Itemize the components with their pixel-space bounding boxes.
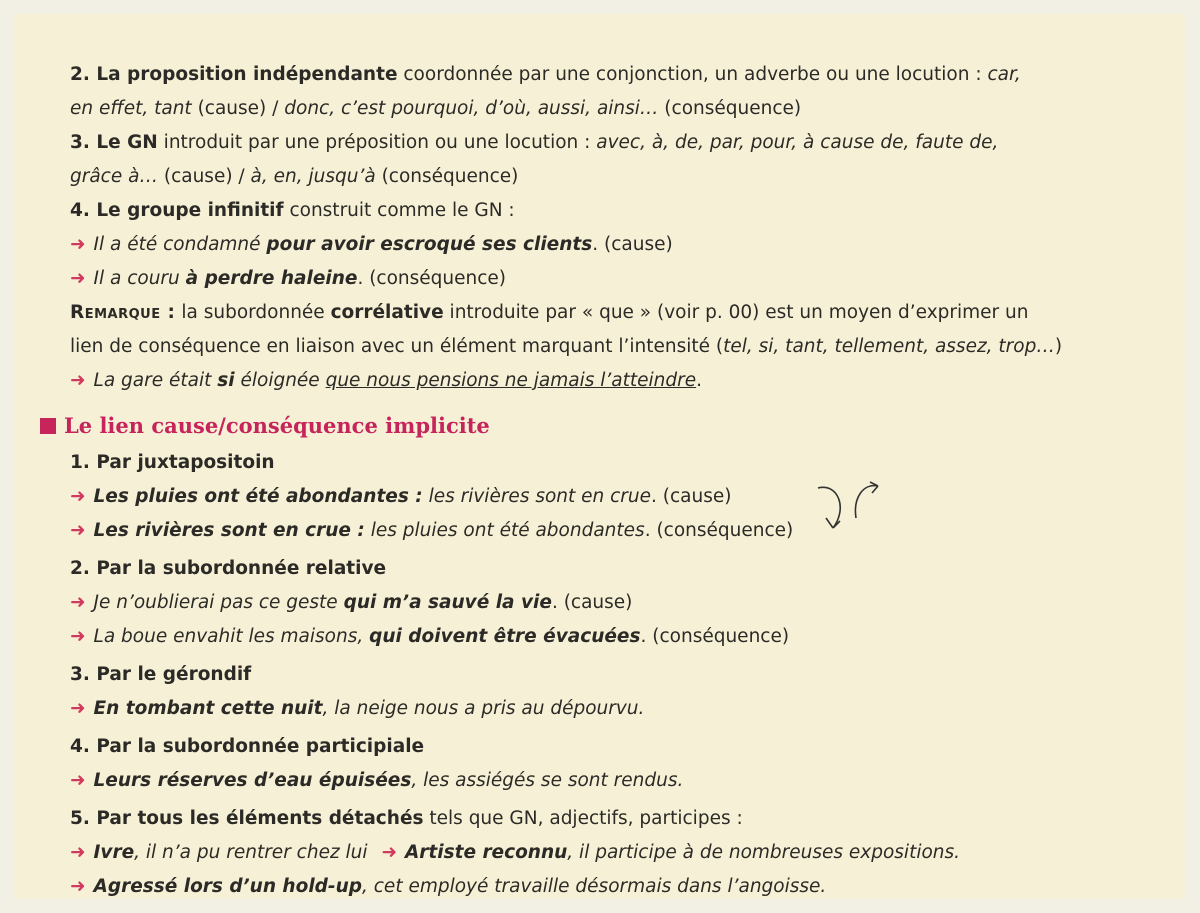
item-2-title: 2. La proposition indépendante (70, 64, 398, 85)
grammar-content (40, 58, 1150, 899)
textbook-page (14, 14, 1186, 899)
item-2-line-1: 2. La proposition indépendante coordonnée par une conjonction, un adverbe ou une locution : car, (70, 64, 1021, 85)
item-4-example-2: ➜ Il a couru à perdre haleine. (conséquence) (40, 262, 1150, 296)
juxtaposition-example-2: ➜ Les rivières sont en crue : les pluies ont été abondantes. (conséquence) (40, 514, 1150, 548)
remarque-line-1: Remarque : la subordonnée corrélative introduite par « que » (voir p. 00) est un moyen d’exprimer un (70, 302, 1029, 323)
item-4-example-1: ➜ Il a été condamné pour avoir escroqué ses clients. (cause) (40, 228, 1150, 262)
remarque-example: ➜ La gare était si éloignée que nous pensions ne jamais l’atteindre. (40, 364, 1150, 398)
gerondif-example: ➜ En tombant cette nuit, la neige nous a pris au dépourvu. (40, 692, 1150, 726)
item-3-line-1: 3. Le GN introduit par une préposition ou une locution : avec, à, de, par, pour, à cause de, faute de, (70, 132, 999, 153)
arrow-icon: ➜ (70, 592, 86, 613)
arrow-icon: ➜ (70, 770, 86, 791)
arrow-icon: ➜ (70, 268, 86, 289)
detaches-example-1: ➜ Ivre, il n’a pu rentrer chez lui ➜ Artiste reconnu, il participe à de nombreuses expositions. (40, 836, 1150, 870)
item-3-line-2: grâce à… (cause) / à, en, jusqu’à (conséquence) (70, 166, 519, 187)
relative-example-1: ➜ Je n’oublierai pas ce geste qui m’a sauvé la vie. (cause) (40, 586, 1150, 620)
detaches-example-2: ➜ Agressé lors d’un hold-up, cet employé travaille désormais dans l’angoisse. (40, 870, 1150, 899)
item-4-line-1: 4. Le groupe infinitif construit comme le GN : (70, 200, 515, 221)
detaches-title: 5. Par tous les éléments détachés tels que GN, adjectifs, participes : (70, 808, 743, 829)
arrow-icon: ➜ (70, 370, 86, 391)
arrow-icon: ➜ (70, 520, 86, 541)
item-3-title: 3. Le GN (70, 132, 158, 153)
arrow-icon: ➜ (70, 876, 86, 897)
arrow-icon: ➜ (70, 698, 86, 719)
relative-example-2: ➜ La boue envahit les maisons, qui doivent être évacuées. (conséquence) (40, 620, 1150, 654)
section-heading: Le lien cause/conséquence implicite (40, 406, 1150, 446)
item-2-line-2: en effet, tant (cause) / donc, c’est pourquoi, d’où, aussi, ainsi… (conséquence) (70, 98, 802, 119)
item-4-title: 4. Le groupe infinitif (70, 200, 284, 221)
arrow-icon: ➜ (381, 842, 397, 863)
gerondif-title: 3. Par le gérondif (70, 664, 252, 685)
square-bullet-icon (40, 418, 56, 434)
remarque-line-2: lien de conséquence en liaison avec un élément marquant l’intensité (tel, si, tant, tellement, assez, trop…) (70, 336, 1063, 357)
relative-title: 2. Par la subordonnée relative (70, 558, 387, 579)
juxtaposition-title: 1. Par juxtapositoin (70, 452, 275, 473)
arrow-icon: ➜ (70, 626, 86, 647)
remarque-label: Remarque : (70, 302, 176, 323)
arrow-icon: ➜ (70, 486, 86, 507)
juxtaposition-example-1: ➜ Les pluies ont été abondantes : les rivières sont en crue. (cause) (40, 480, 1150, 514)
arrow-icon: ➜ (70, 234, 86, 255)
participiale-example: ➜ Leurs réserves d’eau épuisées, les assiégés se sont rendus. (40, 764, 1150, 798)
participiale-title: 4. Par la subordonnée participiale (70, 736, 425, 757)
arrow-icon: ➜ (70, 842, 86, 863)
